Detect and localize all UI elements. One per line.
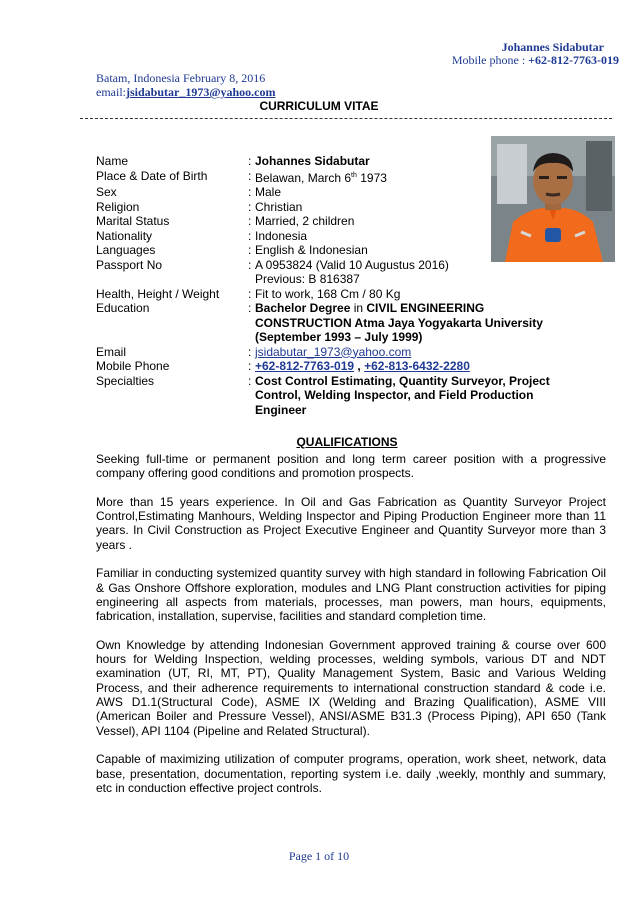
sex-value: Male [255, 185, 282, 199]
qualification-paragraph: Capable of maximizing utilization of computer programs, operation, work sheet, network, data base, presentation, documentation, reporting system i.e. daily ,weekly, monthly and summary, etc in conduction effective project controls. [96, 752, 606, 795]
marital-label: Marital Status [96, 214, 170, 228]
name-value: Johannes Sidabutar [255, 154, 370, 168]
education-period: (September 1993 – July 1999) [255, 330, 423, 344]
row-languages: Languages : English & Indonesian [96, 243, 616, 258]
row-health: Health, Height / Weight : Fit to work, 168 Cm / 80 Kg [96, 287, 616, 302]
qualification-paragraph: Seeking full-time or permanent position and long term career position with a progressive company offering good conditions and promotion prospects. [96, 452, 606, 481]
birth-value: Belawan, March 6th 1973 [255, 170, 387, 185]
health-value: Fit to work, 168 Cm / 80 Kg [255, 286, 401, 301]
mobile-link-1[interactable]: +62-812-7763-019 [255, 359, 355, 373]
row-education: Education : Bachelor Degree in CIVIL ENGINEERING CONSTRUCTION Atma Jaya Yogyakarta University (September 1993 – July 1999) [96, 301, 543, 344]
page-footer: Page 1 of 10 [288, 849, 350, 863]
specialties-line-1: Cost Control Estimating, Quantity Surveyor, Project [255, 373, 550, 388]
nationality-value: Indonesia [255, 228, 308, 243]
personal-details [96, 154, 616, 417]
education-label: Education [96, 301, 150, 315]
row-marital: Marital Status : Married, 2 children [96, 214, 616, 229]
birth-label: Place & Date of Birth [96, 168, 208, 183]
nationality-label: Nationality [96, 228, 153, 243]
row-specialties: Specialties : Cost Control Estimating, Quantity Surveyor, Project Control, Welding Inspector, and Field Production Engineer [96, 373, 550, 417]
header-email-link[interactable]: jsidabutar_1973@yahoo.com [126, 85, 276, 99]
dashed-divider [80, 118, 612, 119]
qualification-paragraph: More than 15 years experience. In Oil and Gas Fabrication as Quantity Surveyor Project Control,Estimating Manhours, Welding Inspector and Piping Production Engineer more than 11 years. In Civil Construction as Project Executive Engineer and Quantity Surveyor more than 3 years . [96, 494, 606, 552]
header-phone [452, 53, 619, 68]
marital-value: Married, 2 children [255, 214, 355, 228]
location-date: Batam, Indonesia February 8, 2016 [96, 71, 266, 85]
row-name: Name : Johannes Sidabutar [96, 154, 370, 168]
email-label: Email [96, 344, 127, 359]
specialties-line-3: Engineer [255, 402, 307, 417]
languages-label: Languages [96, 243, 156, 257]
health-label: Health, Height / Weight [96, 286, 220, 301]
row-passport: Passport No : A 0953824 (Valid 10 Augustus 2016) Previous: B 816387 [96, 257, 449, 286]
qualifications-body [96, 452, 606, 809]
education-university: CONSTRUCTION Atma Jaya Yogyakarta University [255, 315, 543, 330]
cv-title: CURRICULUM VITAE [259, 99, 379, 113]
qualification-paragraph: Own Knowledge by attending Indonesian Government approved training & course over 600 hours for Welding Inspection, welding processes, welding symbols, various DT and NDT examination (UT, RI, MT, PT), Quality Management System, Basic and Various Welding Process, and their adherence requirements to international construction standard & code i.e. AWS D1.1(Structural Code), ASME IX (Welding and Brazing Qualification), ASME VIII (American Boiler and Pressure Vessel), ANSI/ASME B31.3 (Process Piping), API 650 (Tank Vessel), API 1104 (Pipeline and Related Structural). [96, 637, 606, 738]
row-birth: Place & Date of Birth : Belawan, March 6th 1973 [96, 169, 616, 186]
row-nationality: Nationality : Indonesia [96, 229, 616, 244]
specialties-line-2: Control, Welding Inspector, and Field Production [255, 388, 534, 402]
header-phone-number: +62-812-7763-019 [528, 53, 619, 67]
row-mobile: Mobile Phone : +62-812-7763-019 , +62-813-6432-2280 [96, 359, 470, 373]
mobile-label: Mobile Phone [96, 359, 170, 373]
specialties-label: Specialties [96, 373, 155, 388]
passport-label: Passport No [96, 257, 163, 272]
religion-label: Religion [96, 199, 140, 214]
passport-value: A 0953824 (Valid 10 Augustus 2016) [255, 257, 449, 272]
education-degree: Bachelor Degree [255, 301, 351, 315]
qualification-paragraph: Familiar in conducting systemized quantity survey with high standard in following Fabrication Oil & Gas Onshore Offshore exploration, modules and LNG Plant construction activities for piping engineering all aspects from materials, processes, man powers, man hours, equipments, fabrication, installation, supervise, facilities and standard completion time. [96, 566, 606, 624]
email-link[interactable]: jsidabutar_1973@yahoo.com [255, 344, 412, 359]
languages-value: English & Indonesian [255, 243, 368, 257]
row-sex: Sex : Male [96, 185, 616, 200]
header-email-label: email: [96, 85, 126, 99]
row-religion: Religion : Christian [96, 200, 616, 215]
religion-value: Christian [255, 199, 303, 214]
header-phone-label: Mobile phone : [451, 53, 529, 67]
mobile-link-2[interactable]: +62-813-6432-2280 [364, 359, 470, 373]
education-field: CIVIL ENGINEERING [366, 301, 485, 315]
qualifications-title: QUALIFICATIONS [296, 435, 398, 449]
name-label: Name [96, 154, 129, 168]
header-name: Johannes Sidabutar [501, 40, 604, 54]
passport-previous: Previous: B 816387 [255, 272, 360, 286]
header-email [96, 85, 276, 100]
row-email: Email : jsidabutar_1973@yahoo.com [96, 344, 412, 359]
sex-label: Sex [96, 185, 117, 199]
